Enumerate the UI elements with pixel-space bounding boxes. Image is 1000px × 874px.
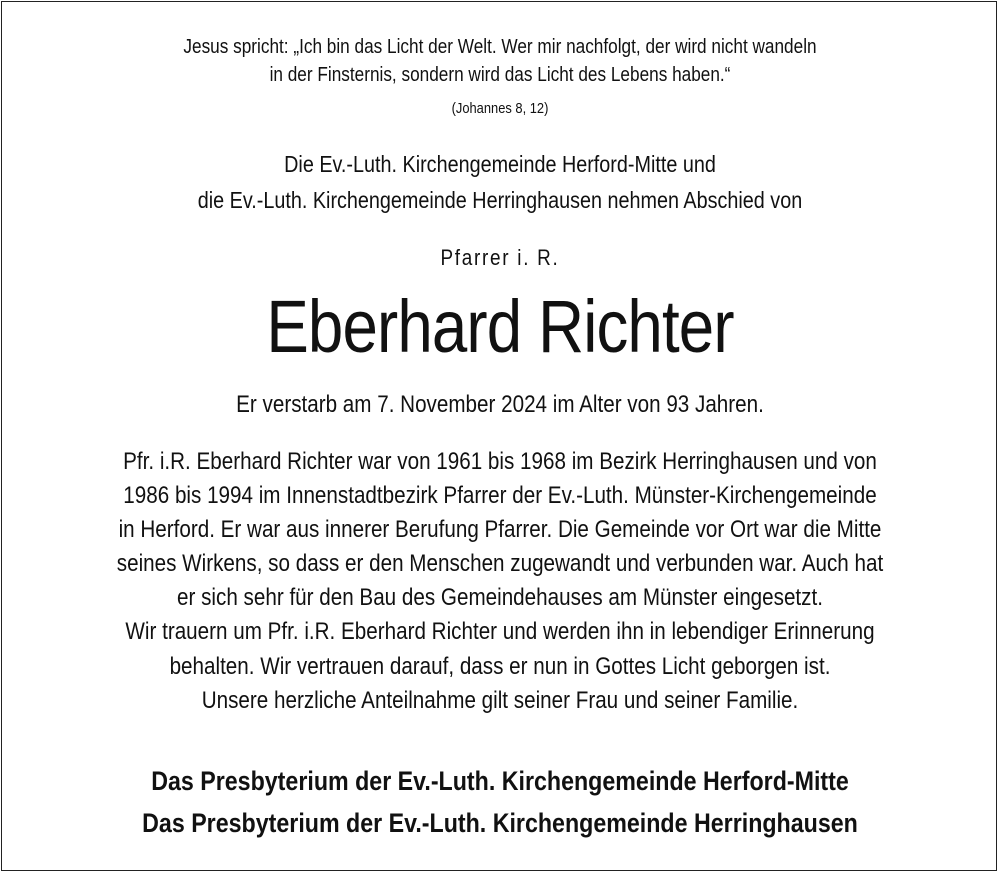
tribute-line: Pfr. i.R. Eberhard Richter war von 1961 bis 1968 im Bezirk Herringhausen und von (123, 448, 877, 475)
tribute-line: 1986 bis 1994 im Innenstadtbezirk Pfarrer der Ev.-Luth. Münster-Kirchengemeinde (123, 482, 877, 510)
intro-line: Die Ev.-Luth. Kirchengemeinde Herford-Mitte und (284, 151, 716, 177)
deceased-title: Pfarrer i. R. (440, 245, 560, 270)
bible-quote (70, 33, 930, 89)
death-notice: Er verstarb am 7. November 2024 im Alter von 93 Jahren. (236, 391, 764, 418)
intro-text (70, 146, 930, 218)
quote-line: in der Finsternis, sondern wird das Licht des Lebens haben.“ (269, 64, 731, 86)
tribute-line: behalten. Wir vertrauen darauf, dass er nun in Gottes Licht geborgen ist. (169, 652, 831, 680)
signature (70, 760, 930, 844)
tribute-line: in Herford. Er war aus innerer Berufung Pfarrer. Die Gemeinde vor Ort war die Mitte (118, 516, 882, 544)
quote-line: Jesus spricht: „Ich bin das Licht der Welt. Wer mir nachfolgt, der wird nicht wandeln (183, 36, 817, 58)
tribute-line: er sich sehr für den Bau des Gemeindehauses am Münster eingesetzt. (177, 584, 823, 612)
notice-border (1, 1, 997, 871)
tribute-line: Wir trauern um Pfr. i.R. Eberhard Richter und werden ihn in lebendiger Erinnerung (125, 618, 875, 646)
signature-line: Das Presbyterium der Ev.-Luth. Kirchengemeinde Herringhausen (142, 808, 858, 838)
tribute-line: seines Wirkens, so dass er den Menschen zugewandt und verbunden war. Auch hat (116, 550, 884, 578)
deceased-name: Eberhard Richter (266, 285, 734, 368)
tribute-line: Unsere herzliche Anteilnahme gilt seiner Frau und seiner Familie. (201, 686, 799, 714)
intro-line: die Ev.-Luth. Kirchengemeinde Herringhausen nehmen Abschied von (197, 187, 803, 213)
quote-reference: (Johannes 8, 12) (451, 100, 549, 117)
signature-line: Das Presbyterium der Ev.-Luth. Kirchengemeinde Herford-Mitte (151, 766, 849, 796)
tribute-text (70, 445, 930, 718)
